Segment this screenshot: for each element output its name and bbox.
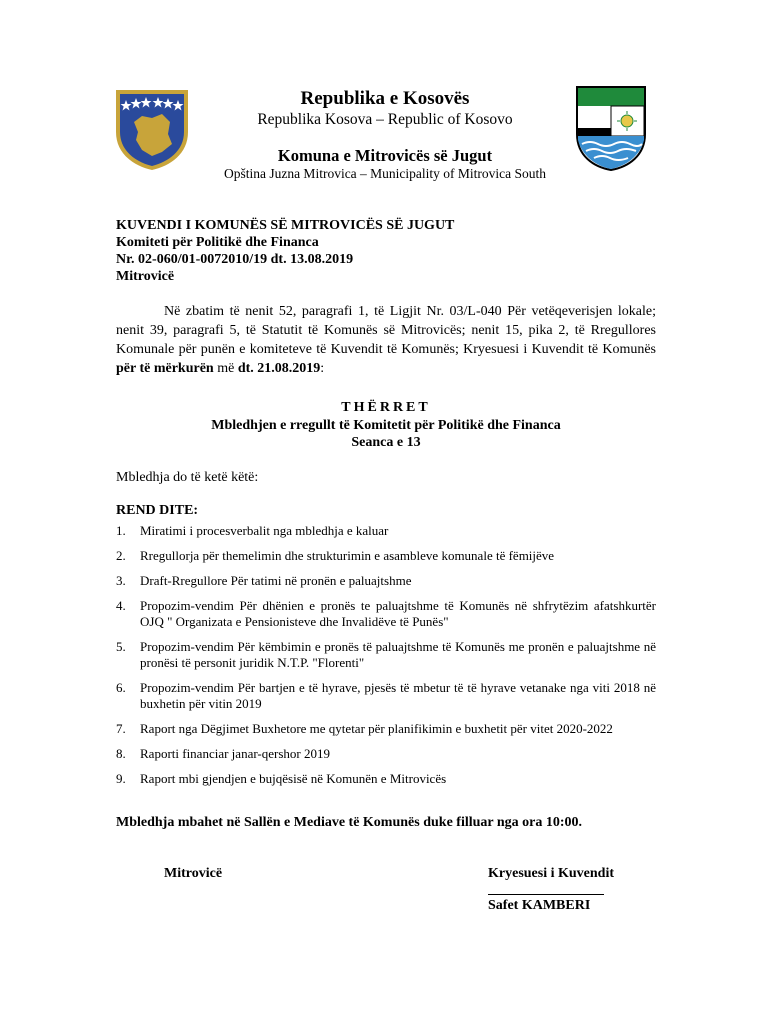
agenda-list <box>116 523 656 796</box>
header-country-albanian: Republika e Kosovës <box>300 88 470 109</box>
reference-number: Nr. 02-060/01-0072010/19 dt. 13.08.2019 <box>116 252 354 267</box>
opening-line: Mbledhja do të ketë këtë: <box>116 470 259 485</box>
intro-day: për të mërkurën <box>116 361 214 376</box>
calls-heading: THËRRET <box>341 400 431 415</box>
agenda-item: 1. Miratimi i procesverbalit nga mbledhja e kaluar <box>116 523 389 538</box>
signature-line <box>488 894 604 895</box>
agenda-item: 8. Raporti financiar janar-qershor 2019 <box>116 746 330 761</box>
agenda-item: 5. Propozim-vendim Për këmbimin e pronës të paluajtshme të Komunës me pronën e paluajtshme në pronësi të personit juridik N.T.P. "Florenti" <box>116 639 656 670</box>
agenda-item: 7. Raport nga Dëgjimet Buxhetore me qytetar për planifikimin e buxhetit për vitet 2020-2022 <box>116 721 613 736</box>
signatory-title: Kryesuesi i Kuvendit <box>488 866 615 881</box>
meta-place: Mitrovicë <box>116 269 175 284</box>
intro-mid: më <box>213 361 238 376</box>
agenda-item: 2. Rregullorja për themelimin dhe strukturimin e asambleve komunale të fëmijëve <box>116 548 555 563</box>
header-municipality-other: Opština Juzna Mitrovica – Municipality of Mitrovica South <box>223 166 547 181</box>
mitrovica-coat-of-arms-icon <box>574 84 648 172</box>
header-country-other: Republika Kosova – Republic of Kosovo <box>257 111 513 128</box>
venue-note: Mbledhja mbahet në Sallën e Mediave të Komunës duke filluar nga ora 10:00. <box>116 815 583 830</box>
agenda-item: 3. Draft-Rregullore Për tatimi në pronën e paluajtshme <box>116 573 412 588</box>
committee-name: Komiteti për Politikë dhe Financa <box>116 235 319 250</box>
meeting-subject: Mbledhjen e rregullt të Komitetit për Politikë dhe Financa <box>211 418 561 433</box>
intro-paragraph <box>116 302 656 378</box>
agenda-item: 6. Propozim-vendim Për bartjen e të hyrave, pjesës të mbetur të të hyrave vetanake nga viti 2018 në buxhetin për vitin 2019 <box>116 680 656 711</box>
assembly-name: KUVENDI I KOMUNËS SË MITROVICËS SË JUGUT <box>116 218 455 233</box>
signatory-name: Safet KAMBERI <box>488 898 591 913</box>
header-municipality-albanian: Komuna e Mitrovicës së Jugut <box>277 146 493 165</box>
document-meta <box>116 217 656 285</box>
intro-end: : <box>320 361 325 376</box>
agenda-heading: REND DITE: <box>116 503 199 518</box>
intro-date: dt. 21.08.2019 <box>237 361 321 376</box>
signature-city: Mitrovicë <box>164 866 223 881</box>
agenda-item: 9. Raport mbi gjendjen e bujqësisë në Komunën e Mitrovicës <box>116 771 447 786</box>
session-number: Seanca e 13 <box>351 435 421 450</box>
intro-text: Në zbatim të nenit 52, paragrafi 1, të Ligjit Nr. 03/L-040 Për vetëqeverisjen lokale; nenit 39, paragrafi 5, të Statutit të Komunës së Mitrovicës; nenit 15, pika 2, të Rregullores Komunale për punën e komiteteve të Kuvendit të Komunës; Kryesuesi i Kuvendit të Komunës <box>116 304 656 357</box>
kosovo-coat-of-arms-icon <box>112 86 192 172</box>
agenda-item: 4. Propozim-vendim Për dhënien e pronës te paluajtshme të Komunës në shfrytëzim afatshkurtër OJQ " Organizata e Pensionisteve dhe Invalidëve të Punës" <box>116 598 656 629</box>
